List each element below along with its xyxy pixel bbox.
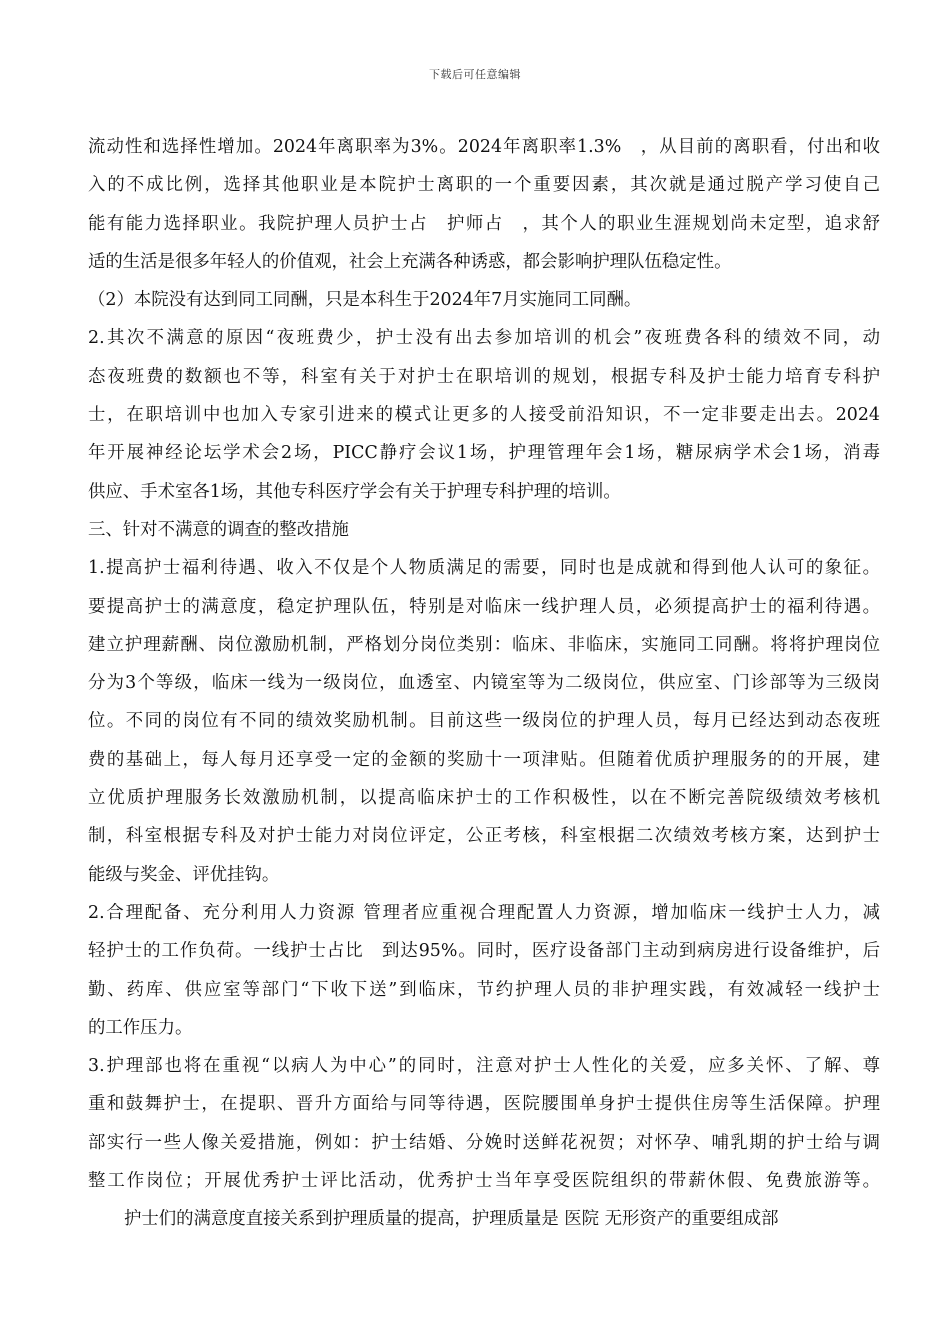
text-line: 3.护理部也将在重视“以病人为中心”的同时，注意对护士人性化的关爱，应多关怀、了解、尊 [88, 1056, 880, 1077]
document-body [88, 128, 880, 1239]
text-line: 能级与奖金、评优挂钩。 [88, 864, 280, 885]
text-line: 流动性和选择性增加。2024年离职率为3%。2024年离职率1.3% ，从目前的离职看，付出和收 [88, 137, 880, 157]
text-line: 勤、药库、供应室等部门“下收下送”到临床，节约护理人员的非护理实践，有效减轻一线护士 [88, 979, 880, 1000]
text-line: 态夜班费的数额也不等，科室有关于对护士在职培训的规划，根据专科及护士能力培育专科护 [88, 366, 880, 387]
text-line: 适的生活是很多年轻人的价值观，社会上充满各种诱惑，都会影响护理队伍稳定性。 [88, 251, 732, 272]
text-line: 的工作压力。 [88, 1017, 193, 1038]
text-line: 三、针对不满意的调查的整改措施 [88, 519, 349, 540]
page-header: 下载后可任意编辑 [429, 68, 521, 81]
text-line: （2）本院没有达到同工同酬，只是本科生于2024年7月实施同工同酬。 [88, 290, 642, 311]
text-line: 重和鼓舞护士，在提职、晋升方面给与同等待遇，医院腰围单身护士提供住房等生活保障。护理 [88, 1094, 880, 1115]
text-line: 轻护士的工作负荷。一线护士占比 到达95%。同时，医疗设备部门主动到病房进行设备维护，后 [88, 941, 880, 962]
text-line: 整工作岗位；开展优秀护士评比活动，优秀护士当年享受医院组织的带薪休假、免费旅游等。 [88, 1171, 880, 1192]
text-line: 分为3个等级，临床一线为一级岗位，血透室、内镜室等为二级岗位，供应室、门诊部等为三级岗 [88, 673, 880, 694]
text-line: 能有能力选择职业。我院护理人员护士占 护师占 ，其个人的职业生涯规划尚未定型，追求舒 [88, 213, 880, 234]
text-line: 建立护理薪酬、岗位激励机制，严格划分岗位类别：临床、非临床，实施同工同酬。将将护理岗位 [88, 634, 880, 655]
text-line: 费的基础上，每人每月还享受一定的金额的奖励十一项津贴。但随着优质护理服务的的开展，建 [88, 749, 880, 770]
text-line: 部实行一些人像关爱措施，例如：护士结婚、分娩时送鲜花祝贺；对怀孕、哺乳期的护士给与调 [88, 1132, 880, 1153]
text-line: 1.提高护士福利待遇、收入不仅是个人物质满足的需要，同时也是成就和得到他人认可的象征。 [88, 558, 880, 579]
text-line: 位。不同的岗位有不同的绩效奖励机制。目前这些一级岗位的护理人员，每月已经达到动态夜班 [88, 711, 880, 732]
text-line: 士，在职培训中也加入专家引进来的模式让更多的人接受前沿知识，不一定非要走出去。2024 [88, 405, 880, 426]
text-line: 入的不成比例，选择其他职业是本院护士离职的一个重要因素，其次就是通过脱产学习使自己 [88, 175, 880, 196]
text-line: 2.其次不满意的原因“夜班费少，护士没有出去参加培训的机会”夜班费各科的绩效不同，动 [88, 328, 880, 349]
text-line: 制，科室根据专科及对护士能力对岗位评定，公正考核，科室根据二次绩效考核方案，达到护士 [88, 826, 880, 847]
text-line: 要提高护士的满意度，稳定护理队伍，特别是对临床一线护理人员，必须提高护士的福利待遇。 [88, 596, 880, 617]
text-line: 立优质护理服务长效激励机制，以提高临床护士的工作积极性，以在不断完善院级绩效考核机 [88, 788, 880, 809]
text-line: 供应、手术室各1场，其他专科医疗学会有关于护理专科护理的培训。 [88, 481, 621, 502]
text-line: 2.合理配备、充分利用人力资源 管理者应重视合理配置人力资源，增加临床一线护士人力，减 [88, 902, 880, 923]
text-line: 护士们的满意度直接关系到护理质量的提高，护理质量是 医院 无形资产的重要组成部 [124, 1209, 779, 1230]
text-line: 年开展神经论坛学术会2场，PICC静疗会议1场，护理管理年会1场，糖尿病学术会1场，消毒 [88, 443, 880, 464]
